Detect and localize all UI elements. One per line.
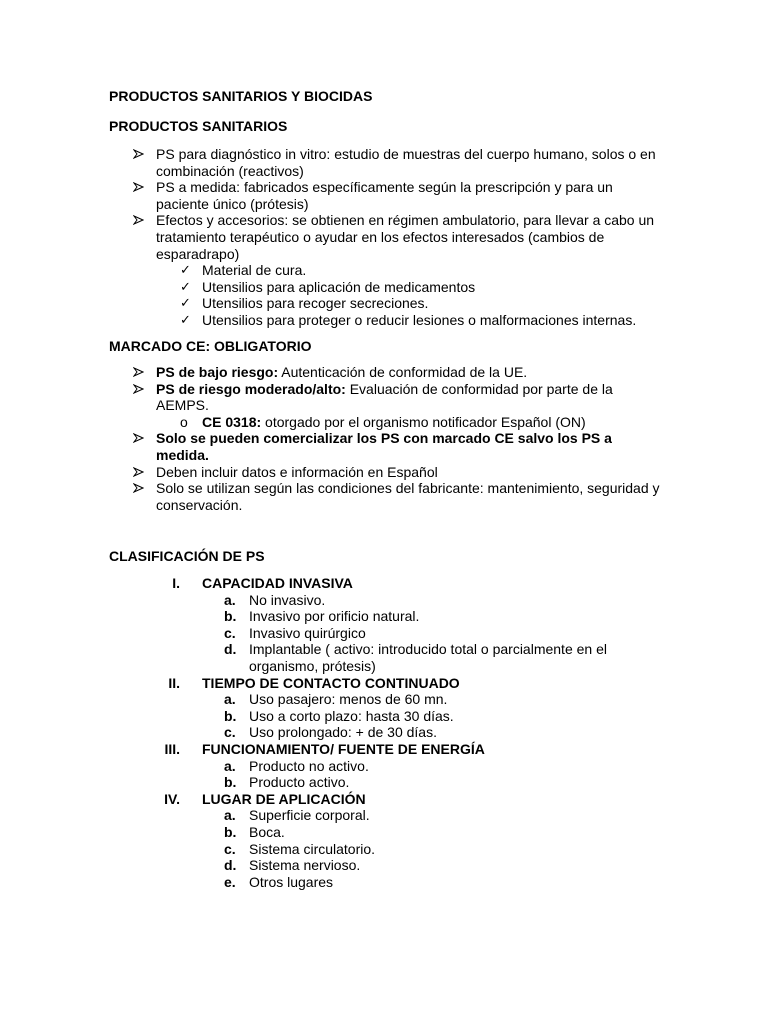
letter-marker: b. [224,707,237,724]
roman-numeral: II. [168,674,180,691]
list-item-text: Evaluación de conformidad por parte de la AEMPS. [156,380,613,414]
letter-marker: c. [224,624,236,641]
classification-group [0,791,682,891]
list-item-text: Boca. [249,823,285,840]
arrow-bullet-icon [133,149,144,159]
list-item-text: Material de cura. [202,262,307,279]
circle-bullet-marker: o [180,413,188,430]
classification-group [0,575,682,675]
group-items [0,807,682,890]
list-item-text: Utensilios para proteger o reducir lesiones o malformaciones internas. [202,311,637,328]
list-item [0,464,666,481]
list-item [0,414,682,431]
list-item [0,179,666,212]
list-item [202,857,629,874]
list-item-text: Superficie corporal. [249,807,370,824]
list-item [0,430,666,463]
list-item-text: Autenticación de conformidad de la UE. [278,364,528,380]
group-title: CAPACIDAD INVASIVA [202,575,353,591]
list-item-text: Deben incluir datos e información en Español [156,463,438,480]
list-item [202,625,629,642]
list-item [202,758,629,775]
list-item-text: Sistema circulatorio. [249,840,376,857]
letter-marker: b. [224,608,237,625]
list-item [0,295,682,312]
list-item [0,312,682,329]
letter-marker: c. [224,724,236,741]
checkmark-icon: ✓ [180,278,191,294]
list-item [202,724,629,741]
list-item-bold: PS de riesgo moderado/alto: [156,380,346,397]
list-item-text: Otros lugares [249,873,334,890]
group-items [0,592,682,675]
checkmark-icon: ✓ [180,311,191,327]
document-title: PRODUCTOS SANITARIOS Y BIOCIDAS [109,88,373,104]
list-item-text: Utensilios para aplicación de medicamentos [202,278,476,295]
list-item-text: Uso prolongado: + de 30 días. [249,724,437,741]
group-title: TIEMPO DE CONTACTO CONTINUADO [202,674,460,691]
list-item [202,824,629,841]
list-item [0,262,682,279]
list-item [0,364,666,381]
letter-marker: d. [224,857,237,874]
list-item [0,279,682,296]
section-heading-productos-sanitarios: PRODUCTOS SANITARIOS [109,118,288,134]
arrow-bullet-icon [133,367,144,377]
list-item [202,774,629,791]
letter-marker: b. [224,823,237,840]
group-title: LUGAR DE APLICACIÓN [202,790,366,807]
arrow-bullet-icon [133,483,144,493]
clasificacion-list [0,575,768,890]
letter-marker: d. [224,641,237,658]
checkmark-icon: ✓ [180,262,191,278]
group-title: FUNCIONAMIENTO/ FUENTE DE ENERGÍA [202,740,485,757]
arrow-bullet-icon [133,215,144,225]
group-items [0,691,682,741]
list-item-text: Producto no activo. [249,757,369,774]
arrow-bullet-icon [133,384,144,394]
list-item [202,691,629,708]
list-item-text: Invasivo quirúrgico [249,624,366,641]
list-item [202,874,629,891]
roman-numeral: I. [172,575,180,591]
check-sublist [0,262,768,328]
letter-marker: a. [224,807,236,824]
list-item [202,708,629,725]
check-sublist-container [0,262,768,328]
checkmark-icon: ✓ [180,295,191,311]
list-item-text: Utensilios para recoger secreciones. [202,295,429,312]
arrow-bullet-icon [133,182,144,192]
letter-marker: b. [224,774,237,791]
list-item [202,841,629,858]
list-item-text: Producto activo. [249,774,350,791]
productos-sanitarios-list [0,146,768,329]
list-item-bold: CE 0318: [202,413,262,430]
arrow-bullet-icon [133,467,144,477]
o-sublist-container [0,414,768,431]
list-item [0,146,666,179]
list-item-text: Implantable ( activo: introducido total o parcialmente en el organismo, prótesis) [249,641,607,674]
letter-marker: a. [224,691,236,708]
list-item-text: Solo se utilizan según las condiciones del fabricante: mantenimiento, seguridad y conservación. [156,480,660,513]
classification-group [0,741,682,791]
list-item [202,807,629,824]
list-item [0,212,666,262]
group-items [0,758,682,791]
list-item-text: PS a medida: fabricados específicamente según la prescripción y para un paciente único (prótesis) [156,179,613,212]
classification-group [0,675,682,741]
list-item [0,480,666,513]
list-item-text: No invasivo. [249,591,326,608]
letter-marker: a. [224,757,236,774]
list-item-bold: Solo se pueden comercializar los PS con marcado CE salvo los PS a medida. [156,430,612,463]
list-item-text: Sistema nervioso. [249,857,361,874]
letter-marker: c. [224,840,236,857]
list-item-text: Uso a corto plazo: hasta 30 días. [249,707,454,724]
arrow-bullet-icon [133,433,144,443]
o-sublist [0,414,768,431]
list-item-text: otorgado por el organismo notificador Español (ON) [261,413,586,430]
list-item-text: PS para diagnóstico in vitro: estudio de muestras del cuerpo humano, solos o en combinación (reactivos) [156,146,656,179]
list-item [202,608,629,625]
list-item-text: Efectos y accesorios: se obtienen en régimen ambulatorio, para llevar a cabo un tratamiento terapéutico o ayudar en los efectos interesados (cambios de esparadrapo) [156,212,655,262]
list-item-bold: PS de bajo riesgo: [156,364,279,380]
roman-numeral: IV. [164,790,180,807]
list-item-text: Uso pasajero: menos de 60 mn. [249,691,448,708]
marcado-ce-list [0,364,768,513]
list-item-text: Invasivo por orificio natural. [249,608,420,625]
roman-numeral: III. [164,740,180,757]
list-item [202,641,629,674]
list-item [0,381,666,414]
list-item [202,592,629,609]
letter-marker: e. [224,873,236,890]
section-heading-marcado-ce: MARCADO CE: OBLIGATORIO [109,338,312,354]
section-heading-clasificacion: CLASIFICACIÓN DE PS [109,548,265,564]
letter-marker: a. [224,591,236,608]
